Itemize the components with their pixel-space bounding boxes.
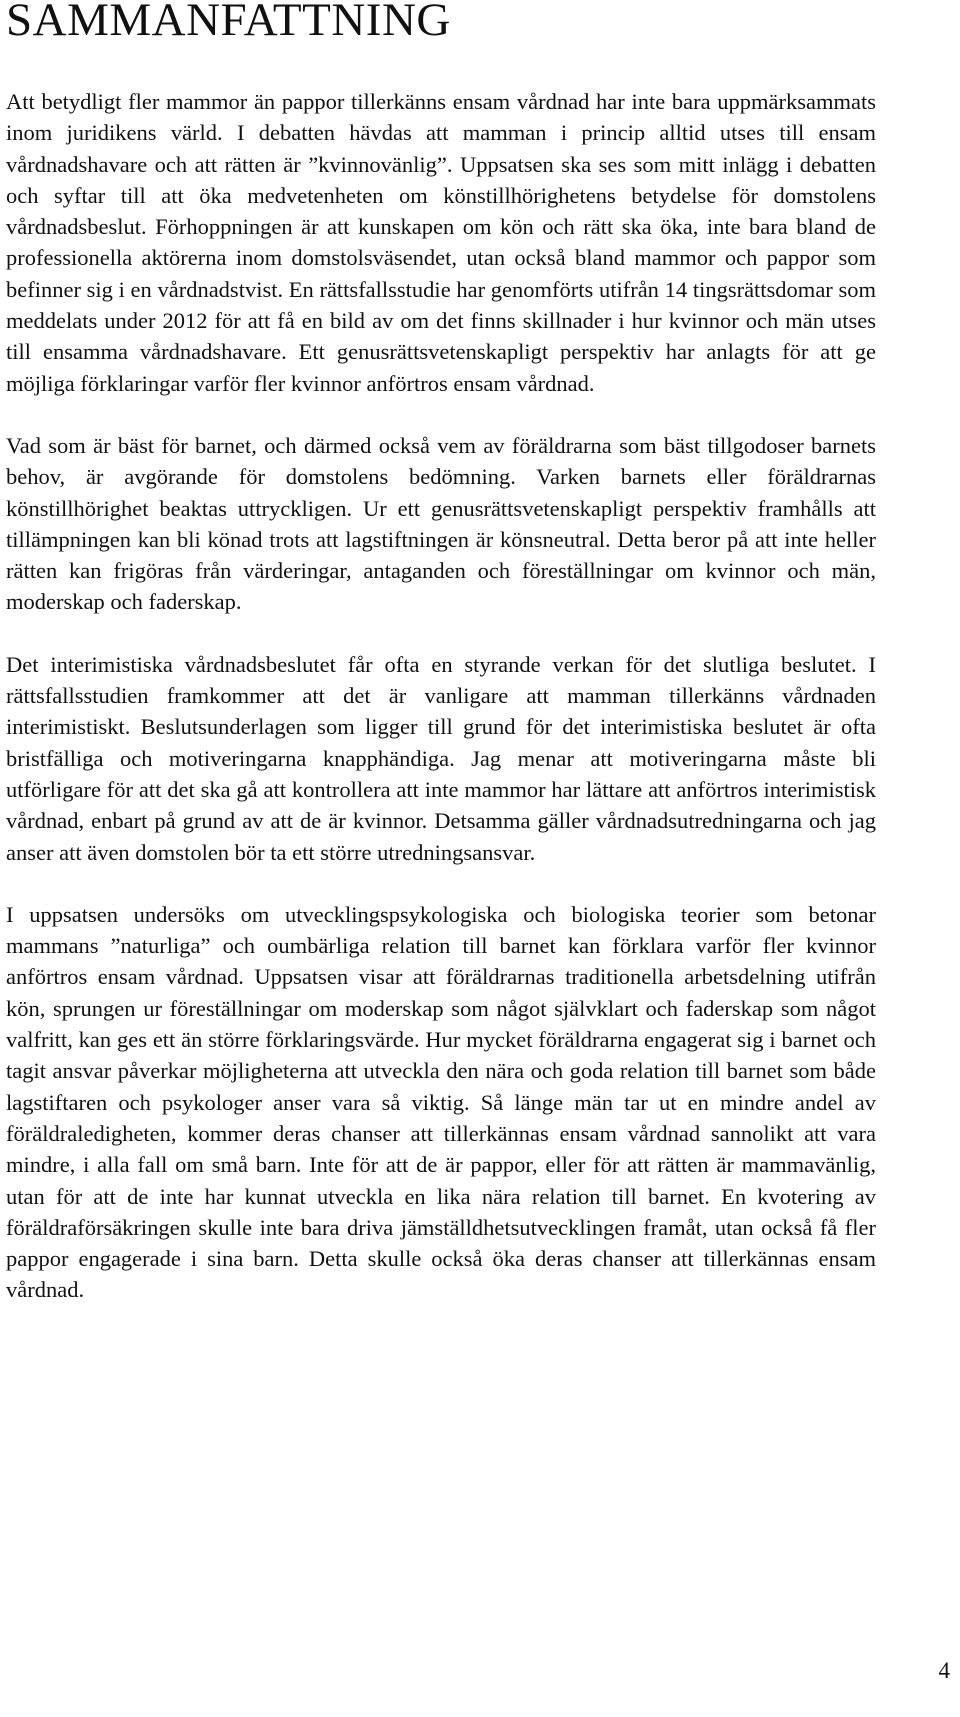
page-number: 4 [938, 1658, 950, 1683]
document-page [6, 0, 876, 1337]
paragraph-4: I uppsatsen undersöks om utvecklingspsykologiska och biologiska teorier som betonar mammans ”naturliga” och oumbärliga relation till barnet kan förklara varför fler kvinnor anförtros ensam vårdnad. Uppsatsen visar att föräldrarnas traditionella arbetsdelning utifrån kön, sprungen ur föreställningar om moderskap som något självklart och faderskap som något valfritt, kan ges ett än större förklaringsvärde. Hur mycket föräldrarna engagerat sig i barnet och tagit ansvar påverkar möjligheterna att utveckla den nära och goda relation till barnet som både lagstiftaren och psykologer anser vara så viktig. Så länge män tar ut en mindre andel av föräldraledigheten, kommer deras chanser att tillerkännas ensam vårdnad sannolikt att vara mindre, i alla fall om små barn. Inte för att de är pappor, eller för att rätten är mammavänlig, utan för att de inte har kunnat utveckla en lika nära relation till barnet. En kvotering av föräldraförsäkringen skulle inte bara driva jämställdhetsutvecklingen framåt, utan också få fler pappor engagerade i sina barn. Detta skulle också öka deras chanser att tillerkännas ensam vårdnad. [6, 901, 876, 1303]
paragraph-1: Att betydligt fler mammor än pappor tillerkänns ensam vårdnad har inte bara uppmärksammats inom juridikens värld. I debatten hävdas att mamman i princip alltid utses till ensam vårdnadshavare och att rätten är ”kvinnovänlig”. Uppsatsen ska ses som mitt inlägg i debatten och syftar till att öka medvetenheten om könstillhörighetens betydelse för domstolens vårdnadsbeslut. Förhoppningen är att kunskapen om kön och rätt ska öka, inte bara bland de professionella aktörerna inom domstolsväsendet, utan också bland mammor och pappor som befinner sig i en vårdnadstvist. En rättsfallsstudie har genomförts utifrån 14 tingsrättsdomar som meddelats under 2012 för att få en bild av om det finns skillnader i hur kvinnor och män utses till ensamma vårdnadshavare. Ett genusrättsvetenskapligt perspektiv har anlagts för att ge möjliga förklaringar varför fler kvinnor anförtros ensam vårdnad. [6, 89, 876, 396]
paragraph-3: Det interimistiska vårdnadsbeslutet får ofta en styrande verkan för det slutliga beslutet. I rättsfallsstudien framkommer att det är vanligare att mamman tillerkänns vårdnaden interimistiskt. Beslutsunderlagen som ligger till grund för det interimistiska beslutet är ofta bristfälliga och motiveringarna knapphändiga. Jag menar att motiveringarna måste bli utförligare för att det ska gå att kontrollera att inte mammor har lättare att anförtros interimistisk vårdnad, enbart på grund av att de är kvinnor. Detsamma gäller vårdnadsutredningarna och jag anser att även domstolen bör ta ett större utredningsansvar. [6, 651, 876, 865]
page-title: SAMMANFATTNING [6, 0, 451, 46]
paragraph-2: Vad som är bäst för barnet, och därmed också vem av föräldrarna som bäst tillgodoser barnets behov, är avgörande för domstolens bedömning. Varken barnets eller föräldrarnas könstillhörighet beaktas uttryckligen. Ur ett genusrättsvetenskapligt perspektiv framhålls att tillämpningen kan bli könad trots att lagstiftningen är könsneutral. Detta beror på att inte heller rätten kan frigöras från värderingar, antaganden och föreställningar om kvinnor och män, moderskap och faderskap. [6, 432, 876, 615]
